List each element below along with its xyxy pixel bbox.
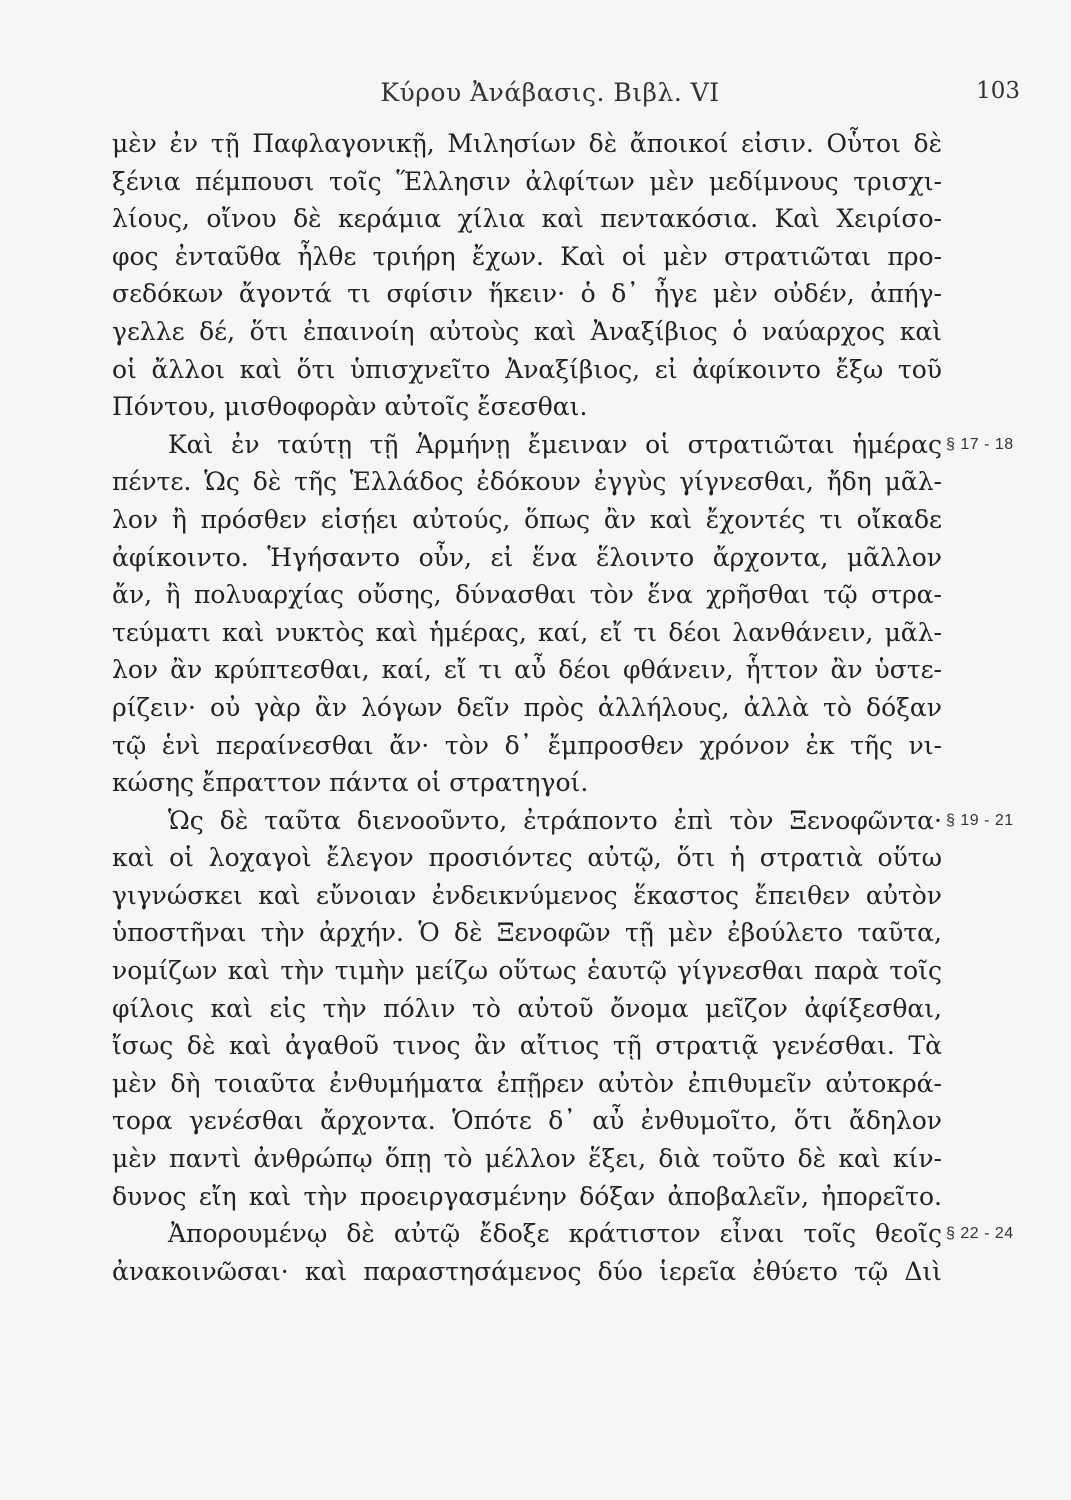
text-line-content: οἱ ἄλλοι καὶ ὅτι ὑπισχνεῖτο Ἀναξίβιος, εἰ ἀφίκοιντο ἔξω τοῦ [112,354,942,384]
text-line [112,914,942,952]
text-line-content: τορα γενέσθαι ἄρχοντα. Ὁπότε δ᾽ αὖ ἐνθυμοῖτο, ὅτι ἄδηλον [112,1106,942,1136]
page-number: 103 [976,78,1020,104]
section-margin-note: § 22 - 24 [946,1225,1014,1243]
text-line-content: μὲν ἐν τῇ Παφλαγονικῇ, Μιλησίων δὲ ἄποικοί εἰσιν. Οὗτοι δὲ [112,129,942,158]
text-line [112,802,1014,840]
section-margin-note: § 17 - 18 [946,435,1014,453]
running-head [110,78,1020,118]
text-line [112,163,942,201]
text-line-content: τεύματι καὶ νυκτὸς καὶ ἡμέρας, καί, εἴ τι δέοι λανθάνειν, μᾶλ- [112,617,942,647]
text-line-content: δυνος εἴη καὶ τὴν προειργασμένην δόξαν ἀποβαλεῖν, ἠπορεῖτο. [112,1181,942,1211]
text-line-content: καὶ οἱ λοχαγοὶ ἔλεγον προσιόντες αὐτῷ, ὅτι ἡ στρατιὰ οὕτω [112,843,942,873]
text-line [112,727,942,765]
text-line [112,689,942,727]
text-line-content: ξένια πέμπουσι τοῖς Ἕλλησιν ἀλφίτων μὲν μεδίμνους τρισχι- [112,166,942,196]
text-line-content: ἀφίκοιντο. Ἡγήσαντο οὖν, εἰ ἕνα ἕλοιντο ἄρχοντα, μᾶλλον [112,542,942,572]
text-line [112,1102,942,1140]
text-line [112,463,942,501]
text-line [112,351,942,389]
text-line-content: μὲν δὴ τοιαῦτα ἐνθυμήματα ἐπῇρεν αὐτὸν ἐπιθυμεῖν αὐτοκρά- [112,1068,942,1098]
text-line [112,539,942,577]
text-line-content: γιγνώσκει καὶ εὔνοιαν ἐνδεικνύμενος ἕκαστος ἔπειθεν αὐτὸν [112,880,942,910]
text-line-content: ἄν, ἢ πολυαρχίας οὔσης, δύνασθαι τὸν ἕνα χρῆσθαι τῷ στρα- [112,580,942,610]
text-line [112,990,942,1028]
text-line [112,200,942,238]
text-line [112,1215,1014,1253]
text-line [112,388,942,426]
text-line-content: ἀνακοινῶσαι· καὶ παραστησάμενος δύο ἱερεῖα ἐθύετο τῷ Διὶ [112,1256,942,1286]
section-margin-note: § 19 - 21 [946,811,1014,829]
text-line [112,1178,942,1216]
text-line [112,501,942,539]
text-line-content: σεδόκων ἄγοντά τι σφίσιν ἥκειν· ὁ δ᾽ ἦγε μὲν οὐδέν, ἀπήγ- [112,279,942,309]
text-line [112,426,1014,464]
text-line-content: φίλοις καὶ εἰς τὴν πόλιν τὸ αὐτοῦ ὄνομα μεῖζον ἀφίξεσθαι, [112,993,942,1023]
text-line-content: Ὡς δὲ ταῦτα διενοοῦντο, ἐτράποντο ἐπὶ τὸν Ξενοφῶντα· [168,805,942,835]
text-line [112,1140,942,1178]
text-line-content: λον ἂν κρύπτεσθαι, καί, εἴ τι αὖ δέοι φθάνειν, ἧττον ἂν ὑστε- [112,655,942,685]
body-text [112,125,1014,1290]
text-line [112,313,942,351]
text-line [112,764,942,802]
text-line [112,1253,942,1291]
text-line-content: λον ἢ πρόσθεν εἰσῄει αὐτούς, ὅπως ἂν καὶ ἔχοντές τι οἴκαδε [112,504,942,534]
text-line [112,125,942,163]
text-line [112,614,942,652]
text-line-content: νομίζων καὶ τὴν τιμὴν μείζω οὕτως ἑαυτῷ γίγνεσθαι παρὰ τοῖς [112,956,942,986]
text-line-content: Ἀπορουμένῳ δὲ αὐτῷ ἔδοξε κράτιστον εἶναι τοῖς θεοῖς [168,1219,942,1249]
text-line [112,576,942,614]
text-line-content: ρίζειν· οὐ γὰρ ἂν λόγων δεῖν πρὸς ἀλλήλους, ἀλλὰ τὸ δόξαν [112,692,942,722]
text-line [112,275,942,313]
text-line-content: τῷ ἑνὶ περαίνεσθαι ἄν· τὸν δ᾽ ἔμπροσθεν χρόνον ἐκ τῆς νι- [112,730,942,760]
text-line [112,952,942,990]
running-head-title: Κύρου Ἀνάβασις. Βιβλ. VI [380,78,720,107]
text-line [112,651,942,689]
text-line-content: ὑποστῆναι τὴν ἀρχήν. Ὁ δὲ Ξενοφῶν τῇ μὲν ἐβούλετο ταῦτα, [112,918,942,948]
text-line [112,1027,942,1065]
text-line-content: κώσης ἔπραττον πάντα οἱ στρατηγοί. [112,768,589,798]
text-line-content: λίους, οἴνου δὲ κεράμια χίλια καὶ πεντακόσια. Καὶ Χειρίσο- [112,204,942,234]
text-line-content: μὲν παντὶ ἀνθρώπῳ ὅπῃ τὸ μέλλον ἕξει, διὰ τοῦτο δὲ καὶ κίν- [112,1144,942,1174]
text-line-content: πέντε. Ὡς δὲ τῆς Ἑλλάδος ἐδόκουν ἐγγὺς γίγνεσθαι, ἤδη μᾶλ- [112,467,942,497]
text-line-content: γελλε δέ, ὅτι ἐπαινοίη αὐτοὺς καὶ Ἀναξίβιος ὁ ναύαρχος καὶ [112,316,942,346]
text-line-content: Πόντου, μισθοφορὰν αὐτοῖς ἔσεσθαι. [112,392,588,422]
text-line [112,238,942,276]
text-line [112,1065,942,1103]
text-line [112,839,942,877]
text-line-content: ἴσως δὲ καὶ ἀγαθοῦ τινος ἂν αἴτιος τῇ στρατιᾷ γενέσθαι. Τὰ [112,1031,942,1061]
text-line [112,877,942,915]
text-line-content: Καὶ ἐν ταύτῃ τῇ Ἁρμήνῃ ἔμειναν οἱ στρατιῶται ἡμέρας [168,429,942,459]
text-line-content: φος ἐνταῦθα ἦλθε τριήρη ἔχων. Καὶ οἱ μὲν στρατιῶται προ- [112,241,942,271]
